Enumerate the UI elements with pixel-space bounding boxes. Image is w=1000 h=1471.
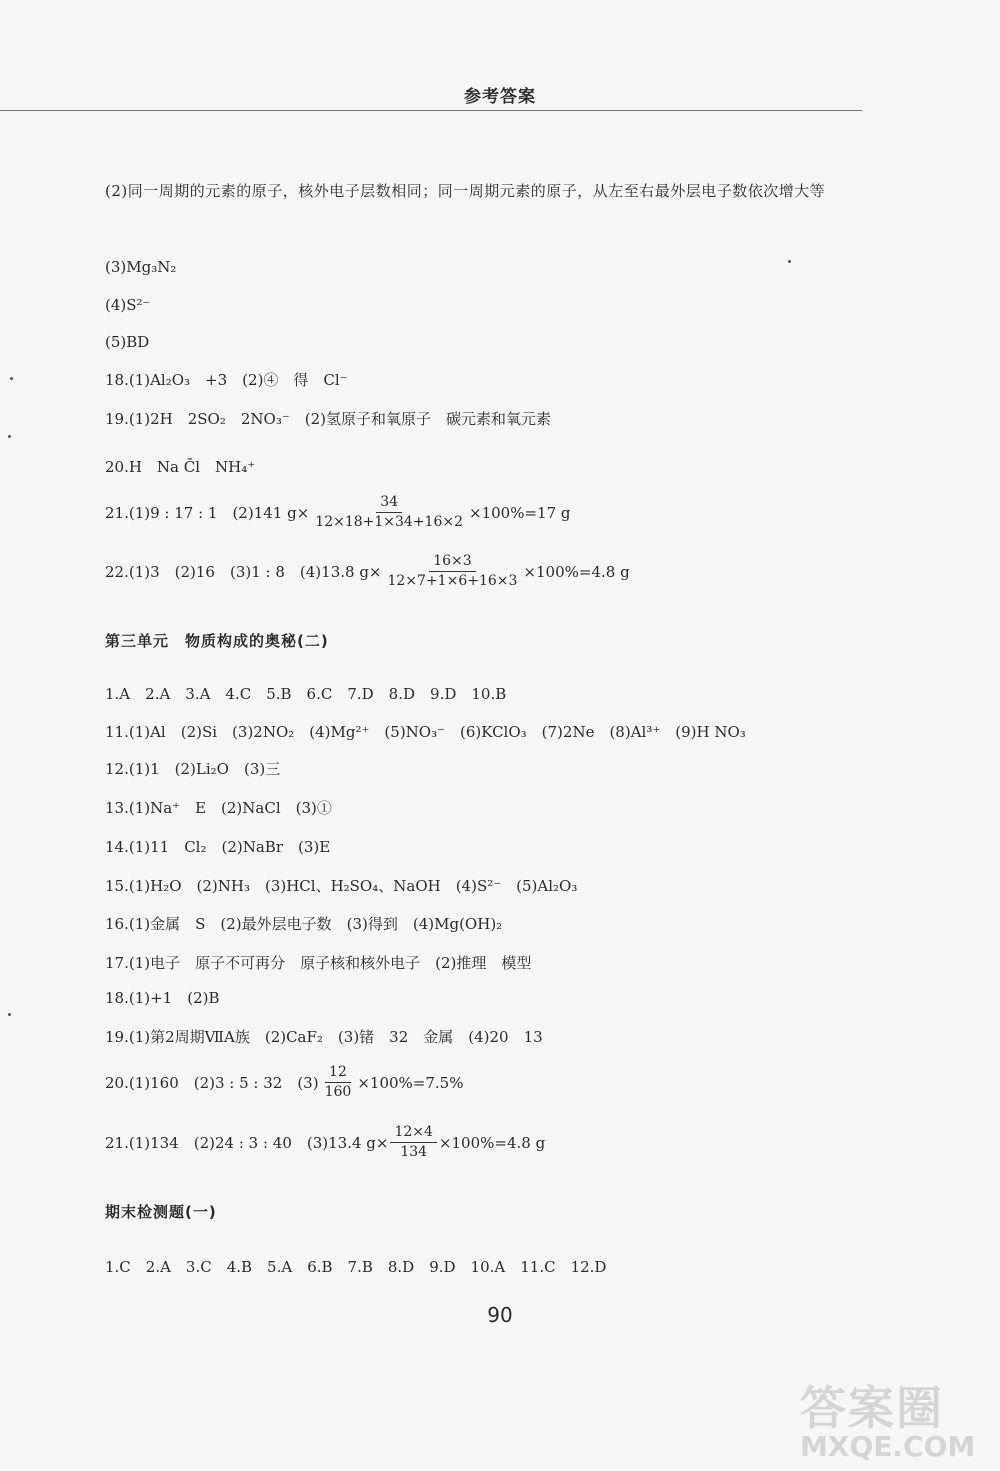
formula-suffix: ×100%=17 g [469, 503, 571, 522]
fraction [311, 493, 467, 532]
page-header-title: 参考答案 [464, 87, 536, 107]
scan-speck [8, 435, 11, 438]
answer-line: 16.(1)金属 S (2)最外层电子数 (3)得到 (4)Mg(OH)₂ [105, 915, 503, 933]
formula-prefix: 21.(1)9 : 17 : 1 (2)141 g× [105, 503, 310, 522]
fraction-numerator: 12×4 [390, 1123, 436, 1143]
scan-speck [8, 1013, 11, 1016]
answer-line: (2)同一周期的元素的原子，核外电子层数相同；同一周期元素的原子，从左至右最外层电子数依次增大等 [105, 182, 826, 200]
scan-speck [788, 260, 791, 263]
answer-line: (3)Mg₃N₂ [105, 258, 177, 276]
fraction-denominator: 160 [324, 1084, 352, 1100]
answer-line: 18.(1)Al₂O₃ +3 (2)④ 得 Cl⁻ [105, 371, 348, 389]
answer-line: 19.(1)第2周期ⅦA族 (2)CaF₂ (3)锗 32 金属 (4)20 13 [105, 1028, 543, 1046]
answer-line: 1.A 2.A 3.A 4.C 5.B 6.C 7.D 8.D 9.D 10.B [105, 685, 507, 703]
fraction-numerator: 16×3 [429, 552, 475, 572]
watermark-logo [800, 1372, 990, 1462]
fraction-denominator: 12×18+1×34+16×2 [315, 514, 464, 530]
answer-line: 1.C 2.A 3.C 4.B 5.A 6.B 7.B 8.D 9.D 10.A 11.C 12.D [105, 1258, 607, 1276]
answer-line: 14.(1)11 Cl₂ (2)NaBr (3)E [105, 838, 331, 856]
fraction [390, 1123, 436, 1162]
page-number: 90 [487, 1303, 513, 1327]
watermark-main-text: 答案圈 [800, 1381, 944, 1435]
fraction [384, 552, 522, 591]
formula-prefix: 22.(1)3 (2)16 (3)1 : 8 (4)13.8 g× [105, 562, 382, 581]
header-rule [0, 110, 862, 111]
answer-line: 19.(1)2H 2SO₂ 2NO₃⁻ (2)氢原子和氧原子 碳元素和氧元素 [105, 410, 552, 428]
answer-line: (5)BD [105, 333, 150, 351]
scan-speck [10, 377, 13, 380]
formula-suffix: ×100%=4.8 g [438, 1133, 546, 1152]
fraction-numerator: 12 [325, 1063, 351, 1083]
formula-line [105, 552, 630, 591]
fraction-numerator: 34 [376, 493, 402, 513]
answer-line: 15.(1)H₂O (2)NH₃ (3)HCl、H₂SO₄、NaOH (4)S²⁻ (5)Al₂O₃ [105, 877, 578, 895]
formula-prefix: 21.(1)134 (2)24 : 3 : 40 (3)13.4 g× [105, 1133, 389, 1152]
answer-line: 11.(1)Al (2)Si (3)2NO₂ (4)Mg²⁺ (5)NO₃⁻ (6)KClO₃ (7)2Ne (8)Al³⁺ (9)H NO₃ [105, 723, 746, 741]
answer-line: 18.(1)+1 (2)B [105, 989, 220, 1007]
answer-line: 20.H Na C̄l NH₄⁺ [105, 458, 256, 476]
formula-line [105, 493, 571, 532]
formula-suffix: ×100%=4.8 g [523, 562, 630, 581]
formula-prefix: 20.(1)160 (2)3 : 5 : 32 (3) [105, 1073, 319, 1092]
answer-line: 13.(1)Na⁺ E (2)NaCl (3)① [105, 799, 332, 817]
formula-suffix: ×100%=7.5% [357, 1073, 464, 1092]
fraction-denominator: 134 [400, 1144, 428, 1160]
fraction [321, 1063, 356, 1102]
section-title: 期末检测题(一) [105, 1203, 217, 1221]
formula-line [105, 1063, 463, 1102]
answer-line: (4)S²⁻ [105, 296, 151, 314]
watermark-sub-text: MXQE.COM [800, 1430, 976, 1463]
formula-line [105, 1123, 545, 1162]
section-title: 第三单元 物质构成的奥秘(二) [105, 632, 329, 650]
fraction-denominator: 12×7+1×6+16×3 [387, 573, 518, 589]
answer-line: 17.(1)电子 原子不可再分 原子核和核外电子 (2)推理 模型 [105, 954, 532, 972]
answer-line: 12.(1)1 (2)Li₂O (3)三 [105, 760, 281, 778]
